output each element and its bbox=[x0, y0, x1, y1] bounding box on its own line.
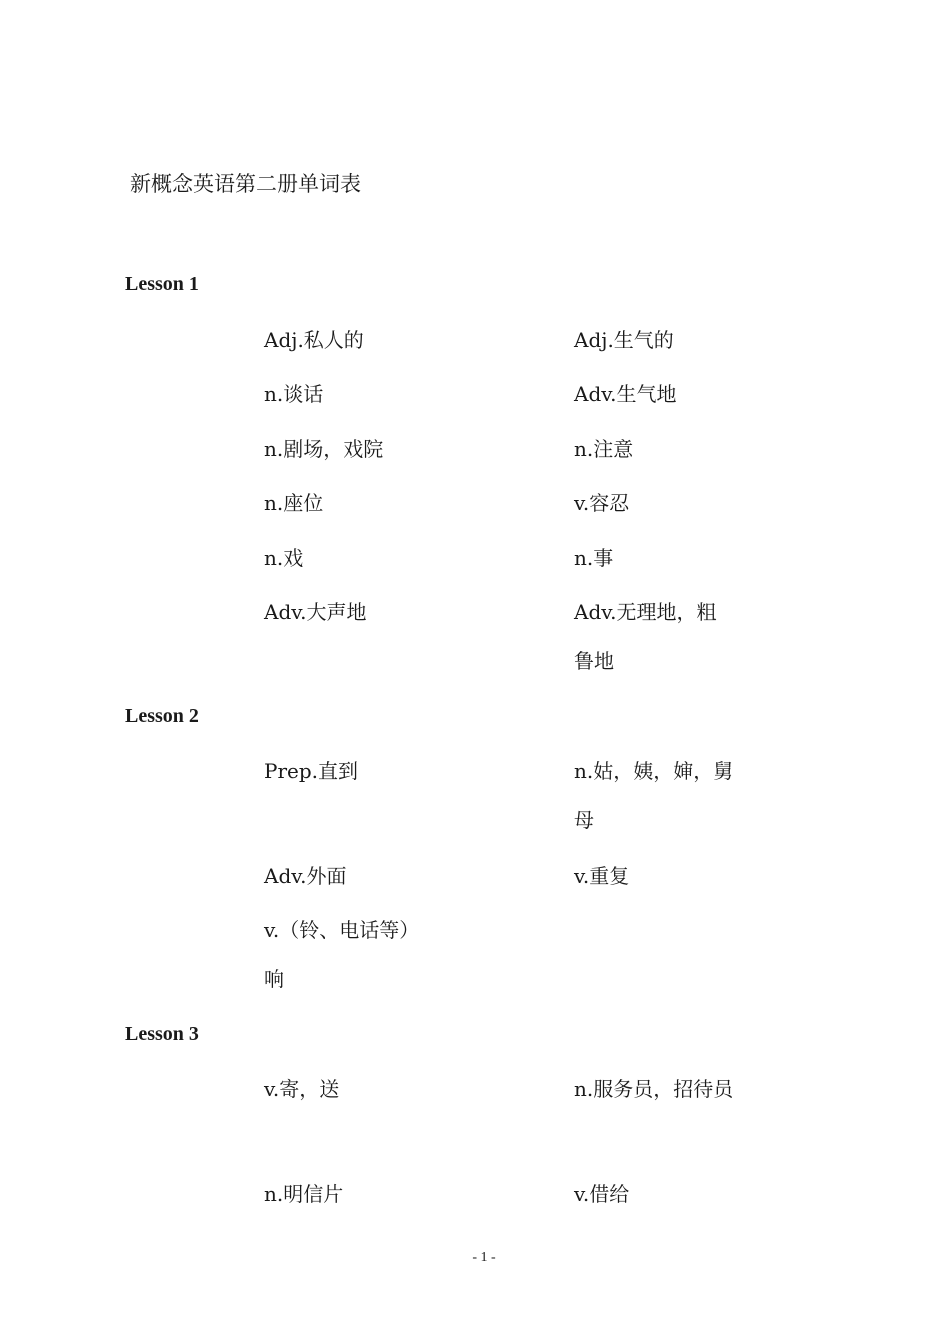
vocab-definition: Adj.生气的 bbox=[574, 328, 674, 352]
lesson-heading: Lesson 2 bbox=[125, 705, 199, 727]
vocab-definition: n.事 bbox=[574, 546, 614, 570]
vocab-definition: n.座位 bbox=[264, 491, 324, 515]
page-number: - 1 - bbox=[472, 1250, 496, 1265]
vocab-definition: Adv.无理地，粗鲁地 bbox=[574, 600, 717, 673]
lesson-heading: Lesson 1 bbox=[125, 273, 199, 295]
vocab-definition: n.谈话 bbox=[264, 382, 324, 406]
document-title: 新概念英语第二册单词表 bbox=[130, 172, 361, 196]
vocab-definition: n.服务员，招待员 bbox=[574, 1077, 734, 1101]
vocab-definition: Adv.生气地 bbox=[574, 382, 677, 406]
vocab-definition: Adv.外面 bbox=[264, 864, 347, 888]
vocab-definition: Adv.大声地 bbox=[264, 600, 367, 624]
vocab-definition: n.姑，姨，婶，舅母 bbox=[574, 759, 734, 832]
vocab-definition: n.戏 bbox=[264, 546, 304, 570]
lesson-heading: Lesson 3 bbox=[125, 1023, 199, 1045]
vocab-definition: Prep.直到 bbox=[264, 759, 359, 783]
vocab-definition: n.注意 bbox=[574, 437, 634, 461]
vocab-definition: Adj.私人的 bbox=[264, 328, 364, 352]
vocab-definition: v.（铃、电话等）响 bbox=[264, 918, 420, 991]
vocab-definition: v.重复 bbox=[574, 864, 630, 888]
vocab-definition: v.借给 bbox=[574, 1182, 630, 1206]
vocab-definition: n.明信片 bbox=[264, 1182, 344, 1206]
vocab-definition: n.剧场，戏院 bbox=[264, 437, 384, 461]
vocab-definition: v.容忍 bbox=[574, 491, 630, 515]
vocab-definition: v.寄，送 bbox=[264, 1077, 340, 1101]
